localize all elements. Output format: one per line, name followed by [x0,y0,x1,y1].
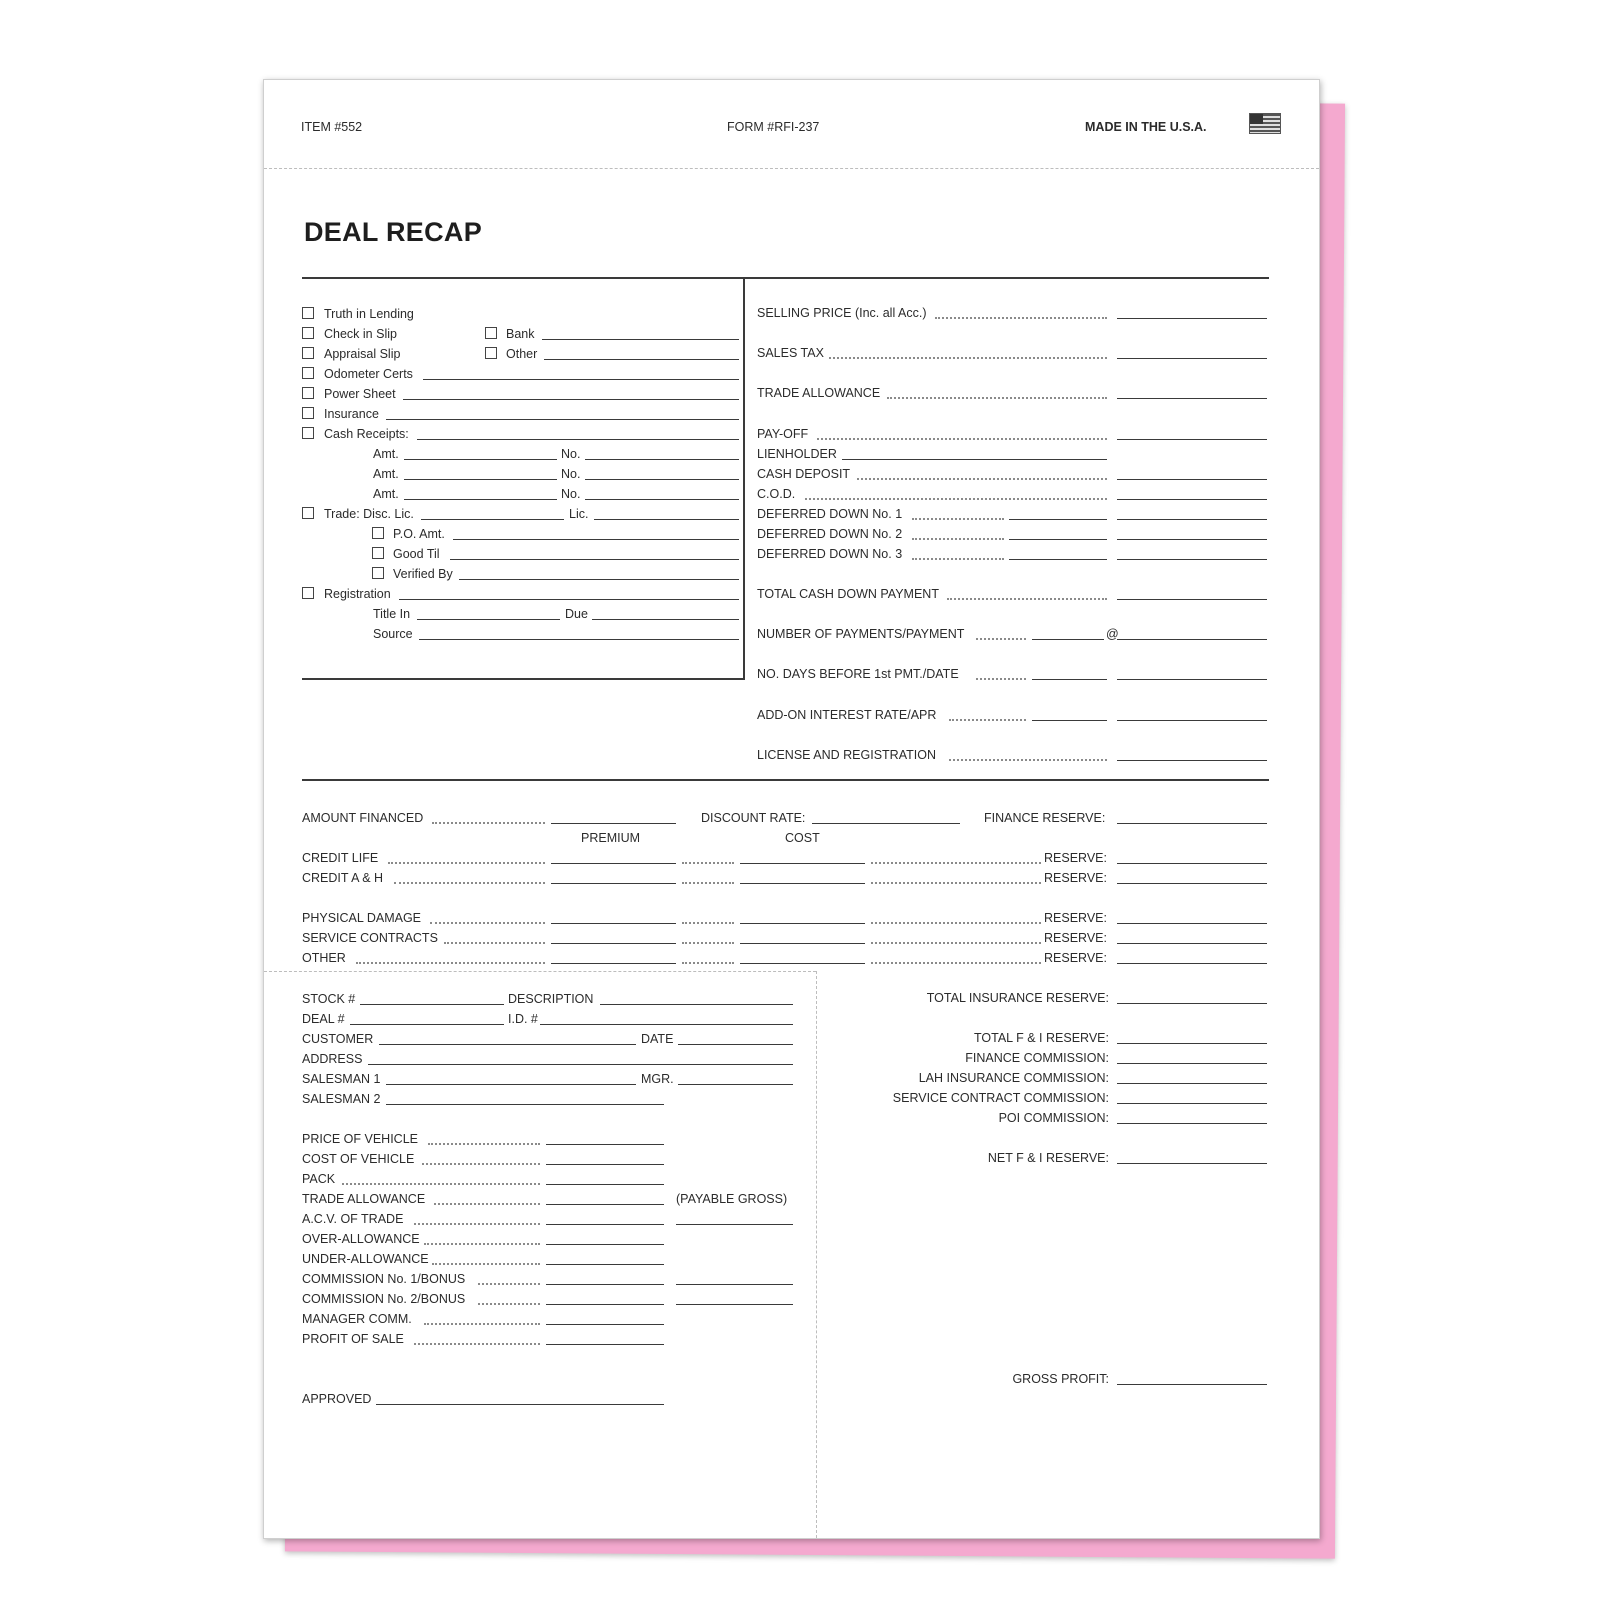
payable-gross-field[interactable] [676,1224,793,1225]
service-contract-commission-label: SERVICE CONTRACT COMMISSION: [892,1091,1109,1105]
deferred-down-2-label: DEFERRED DOWN No. 2 [757,527,903,541]
odometer-certs-field[interactable] [423,379,739,380]
sales-tax-label: SALES TAX [757,346,824,360]
service-contracts-reserve-field[interactable] [1117,943,1267,944]
deal-trade-allowance-field[interactable] [546,1204,664,1205]
verified-by-checkbox[interactable] [372,567,384,579]
date-label: DATE [641,1032,674,1046]
registration-checkbox[interactable] [302,587,314,599]
title-in-field[interactable] [417,619,560,620]
power-sheet-field[interactable] [403,399,739,400]
addon-rate-label: ADD-ON INTEREST RATE/APR [757,708,937,722]
insurance-label: Insurance [324,407,379,421]
leader-dots [912,538,1004,540]
us-flag-icon [1249,113,1281,134]
cost-of-vehicle-field[interactable] [546,1164,664,1165]
appraisal-slip-checkbox[interactable] [302,347,314,359]
cash-receipts-checkbox[interactable] [302,427,314,439]
addon-rate-field[interactable] [1032,720,1107,721]
leader-dots [478,1283,540,1285]
credit-ah-cost-field[interactable] [740,883,865,884]
deal-number-field[interactable] [350,1024,504,1025]
source-field[interactable] [419,639,739,640]
description-label: DESCRIPTION [508,992,594,1006]
lic-label: Lic. [569,507,589,521]
mgr-label: MGR. [641,1072,674,1086]
good-till-label: Good Til [393,547,440,561]
reserve-label: RESERVE: [1044,871,1107,885]
reserve-label: RESERVE: [1044,951,1107,965]
leader-dots [887,397,1107,399]
leader-dots [949,719,1026,721]
salesman-2-field[interactable] [386,1104,664,1105]
license-registration-field[interactable] [1117,760,1267,761]
other-field[interactable] [544,359,739,360]
leader-dots [356,962,545,964]
deferred-down-1-amount-field[interactable] [1117,519,1267,520]
made-in-usa: MADE IN THE U.S.A. [1085,120,1207,134]
top-rule [302,277,1269,279]
deal-recap-form [263,79,1320,1539]
physical-damage-cost-field[interactable] [740,923,865,924]
address-label: ADDRESS [302,1052,363,1066]
cash-deposit-label: CASH DEPOSIT [757,467,851,481]
title-in-label: Title In [373,607,411,621]
number-of-payments-label: NUMBER OF PAYMENTS/PAYMENT [757,627,965,641]
commission-2-label: COMMISSION No. 2/BONUS [302,1292,466,1306]
pack-label: PACK [302,1172,336,1186]
deferred-down-2-amount-field[interactable] [1117,539,1267,540]
checklist-bottom-rule [302,678,745,680]
customer-label: CUSTOMER [302,1032,374,1046]
amount-financed-label: AMOUNT FINANCED [302,811,424,825]
deal-trade-allowance-label: TRADE ALLOWANCE [302,1192,426,1206]
amount-financed-field[interactable] [551,823,676,824]
leader-dots [949,759,1107,761]
deal-number-label: DEAL # [302,1012,345,1026]
total-fi-reserve-label: TOTAL F & I RESERVE: [974,1031,1109,1045]
payment-amount-field[interactable] [1117,639,1267,640]
profit-of-sale-field[interactable] [546,1344,664,1345]
date-field[interactable] [678,1044,793,1045]
leader-dots [434,1203,540,1205]
selling-price-field[interactable] [1117,318,1267,319]
leader-dots [424,1323,540,1325]
leader-dots [829,357,1107,359]
leader-dots [912,518,1004,520]
other-label: Other [506,347,538,361]
other-label: OTHER [302,951,346,965]
commission-2-field[interactable] [546,1304,664,1305]
lienholder-field[interactable] [842,459,1107,460]
insurance-field[interactable] [386,419,739,420]
deferred-down-1-label: DEFERRED DOWN No. 1 [757,507,903,521]
leader-dots [817,438,1107,440]
sales-tax-field[interactable] [1117,358,1267,359]
leader-dots [682,862,734,864]
finance-commission-label: FINANCE COMMISSION: [965,1051,1109,1065]
leader-dots [857,478,1107,480]
leader-dots [424,1243,540,1245]
item-number: ITEM #552 [301,120,363,134]
profit-of-sale-label: PROFIT OF SALE [302,1332,404,1346]
acv-of-trade-field[interactable] [546,1224,664,1225]
source-label: Source [373,627,413,641]
appraisal-slip-label: Appraisal Slip [324,347,401,361]
cost-column-header: COST [785,831,820,845]
leader-dots [430,922,545,924]
odometer-certs-label: Odometer Certs [324,367,413,381]
leader-dots [444,942,545,944]
manager-comm-field[interactable] [546,1324,664,1325]
total-cash-down-field[interactable] [1117,599,1267,600]
po-amt-checkbox[interactable] [372,527,384,539]
cash-receipts-field[interactable] [417,439,739,440]
lic-field[interactable] [594,519,739,520]
amt-label: Amt. [373,487,399,501]
over-allowance-label: OVER-ALLOWANCE [302,1232,420,1246]
pack-field[interactable] [546,1184,664,1185]
customer-field[interactable] [379,1044,636,1045]
at-sign: @ [1106,627,1119,641]
manager-comm-label: MANAGER COMM. [302,1312,412,1326]
leader-dots [871,922,1041,924]
premium-column-header: PREMIUM [581,831,641,845]
other-cost-field[interactable] [740,963,865,964]
due-label: Due [565,607,588,621]
physical-damage-reserve-field[interactable] [1117,923,1267,924]
id-number-label: I.D. # [508,1012,538,1026]
stock-field[interactable] [360,1004,504,1005]
amt-label: Amt. [373,447,399,461]
other-checkbox[interactable] [485,347,497,359]
poi-commission-field[interactable] [1117,1123,1267,1124]
leader-dots [871,882,1041,884]
leader-dots [871,962,1041,964]
stock-label: STOCK # [302,992,356,1006]
total-insurance-reserve-field[interactable] [1117,1003,1267,1004]
deferred-down-3-label: DEFERRED DOWN No. 3 [757,547,903,561]
apr-field[interactable] [1117,720,1267,721]
credit-life-reserve-field[interactable] [1117,863,1267,864]
credit-ah-label: CREDIT A & H [302,871,384,885]
no-field[interactable] [585,479,739,480]
price-of-vehicle-label: PRICE OF VEHICLE [302,1132,418,1146]
credit-ah-reserve-field[interactable] [1117,883,1267,884]
leader-dots [388,862,545,864]
trade-allowance-field[interactable] [1117,398,1267,399]
bank-label: Bank [506,327,535,341]
over-allowance-field[interactable] [546,1244,664,1245]
bank-field[interactable] [542,339,739,340]
acv-of-trade-label: A.C.V. OF TRADE [302,1212,404,1226]
good-till-field[interactable] [450,559,739,560]
check-in-slip-label: Check in Slip [324,327,397,341]
leader-dots [422,1163,540,1165]
checklist-divider [743,277,745,680]
leader-dots [976,678,1026,680]
due-field[interactable] [592,619,739,620]
commission-1-label: COMMISSION No. 1/BONUS [302,1272,466,1286]
leader-dots [478,1303,540,1305]
page-title: DEAL RECAP [304,217,483,247]
poi-commission-label: POI COMMISSION: [998,1111,1109,1125]
leader-dots [682,922,734,924]
check-in-slip-checkbox[interactable] [302,327,314,339]
amt-field[interactable] [404,479,557,480]
total-fi-reserve-field[interactable] [1117,1043,1267,1044]
leader-dots [805,498,1107,500]
cod-label: C.O.D. [757,487,796,501]
finance-rule [302,779,1269,781]
credit-life-premium-field[interactable] [551,863,676,864]
reserve-label: RESERVE: [1044,911,1107,925]
po-amt-field[interactable] [453,539,739,540]
insurance-checkbox[interactable] [302,407,314,419]
truth-in-lending-checkbox[interactable] [302,307,314,319]
amt-field[interactable] [404,459,557,460]
good-till-checkbox[interactable] [372,547,384,559]
id-number-field[interactable] [540,1024,793,1025]
first-payment-date-field[interactable] [1117,679,1267,680]
power-sheet-label: Power Sheet [324,387,396,401]
deferred-down-2-date-field[interactable] [1009,539,1107,540]
amt-field[interactable] [404,499,557,500]
price-of-vehicle-field[interactable] [546,1144,664,1145]
under-allowance-field[interactable] [546,1264,664,1265]
bank-checkbox[interactable] [485,327,497,339]
leader-dots [432,822,545,824]
service-contracts-label: SERVICE CONTRACTS [302,931,438,945]
credit-life-label: CREDIT LIFE [302,851,379,865]
leader-dots [912,558,1004,560]
days-before-label: NO. DAYS BEFORE 1st PMT./DATE [757,667,959,681]
verified-by-label: Verified By [393,567,453,581]
perforation-top [264,168,1319,169]
reserve-label: RESERVE: [1044,851,1107,865]
leader-dots [976,638,1026,640]
cash-receipts-label: Cash Receipts: [324,427,409,441]
leader-dots [682,942,734,944]
under-allowance-label: UNDER-ALLOWANCE [302,1252,429,1266]
leader-dots [414,1343,540,1345]
license-registration-label: LICENSE AND REGISTRATION [757,748,936,762]
verified-by-field[interactable] [459,579,739,580]
other-premium-field[interactable] [551,963,676,964]
leader-dots [682,962,734,964]
no-label: No. [561,487,581,501]
leader-dots [414,1223,540,1225]
net-fi-reserve-field[interactable] [1117,1163,1267,1164]
power-sheet-checkbox[interactable] [302,387,314,399]
cash-deposit-field[interactable] [1117,479,1267,480]
leader-dots [428,1143,540,1145]
credit-ah-premium-field[interactable] [551,883,676,884]
selling-price-label: SELLING PRICE (Inc. all Acc.) [757,306,927,320]
lah-insurance-commission-label: LAH INSURANCE COMMISSION: [918,1071,1109,1085]
gross-profit-field[interactable] [1117,1384,1267,1385]
leader-dots [432,1263,540,1265]
reserve-label: RESERVE: [1044,931,1107,945]
lienholder-label: LIENHOLDER [757,447,837,461]
pay-off-label: PAY-OFF [757,427,809,441]
form-number: FORM #RFI-237 [727,120,820,134]
leader-dots [342,1183,540,1185]
trade-disc-lic-field[interactable] [421,519,564,520]
gross-profit-label: GROSS PROFIT: [1012,1372,1109,1386]
mgr-field[interactable] [678,1084,793,1085]
commission-1-gross-field[interactable] [676,1284,793,1285]
pay-off-field[interactable] [1117,439,1267,440]
leader-dots [682,882,734,884]
finance-commission-field[interactable] [1117,1063,1267,1064]
finance-reserve-label: FINANCE RESERVE: [984,811,1106,825]
discount-rate-label: DISCOUNT RATE: [701,811,806,825]
deferred-down-3-date-field[interactable] [1009,559,1107,560]
salesman-1-label: SALESMAN 1 [302,1072,381,1086]
commission-1-field[interactable] [546,1284,664,1285]
days-before-field[interactable] [1032,679,1107,680]
registration-field[interactable] [399,599,739,600]
other-reserve-field[interactable] [1117,963,1267,964]
no-label: No. [561,447,581,461]
number-of-payments-field[interactable] [1032,639,1104,640]
truth-in-lending-label: Truth in Lending [324,307,414,321]
amt-label: Amt. [373,467,399,481]
total-cash-down-label: TOTAL CASH DOWN PAYMENT [757,587,939,601]
payable-gross-label: (PAYABLE GROSS) [676,1192,788,1206]
cost-of-vehicle-label: COST OF VEHICLE [302,1152,415,1166]
deferred-down-1-date-field[interactable] [1009,519,1107,520]
service-contracts-premium-field[interactable] [551,943,676,944]
trade-checkbox[interactable] [302,507,314,519]
approved-field[interactable] [376,1404,664,1405]
trade-disc-lic-label: Trade: Disc. Lic. [324,507,414,521]
perforation-horizontal [264,971,816,972]
no-field[interactable] [585,499,739,500]
leader-dots [935,317,1107,319]
commission-2-gross-field[interactable] [676,1304,793,1305]
total-insurance-reserve-label: TOTAL INSURANCE RESERVE: [926,991,1109,1005]
trade-allowance-label: TRADE ALLOWANCE [757,386,881,400]
address-field[interactable] [368,1064,793,1065]
physical-damage-label: PHYSICAL DAMAGE [302,911,422,925]
salesman-2-label: SALESMAN 2 [302,1092,381,1106]
description-field[interactable] [600,1004,793,1005]
cod-field[interactable] [1117,499,1267,500]
credit-life-cost-field[interactable] [740,863,865,864]
lah-insurance-commission-field[interactable] [1117,1083,1267,1084]
perforation-vertical [816,971,817,1538]
service-contract-commission-field[interactable] [1117,1103,1267,1104]
deferred-down-3-amount-field[interactable] [1117,559,1267,560]
leader-dots [871,862,1041,864]
leader-dots [394,882,545,884]
no-field[interactable] [585,459,739,460]
odometer-certs-checkbox[interactable] [302,367,314,379]
po-amt-label: P.O. Amt. [393,527,445,541]
finance-reserve-field[interactable] [1117,823,1267,824]
net-fi-reserve-label: NET F & I RESERVE: [987,1151,1109,1165]
discount-rate-field[interactable] [812,823,960,824]
service-contracts-cost-field[interactable] [740,943,865,944]
leader-dots [947,598,1107,600]
approved-label: APPROVED [302,1392,372,1406]
leader-dots [871,942,1041,944]
registration-label: Registration [324,587,391,601]
no-label: No. [561,467,581,481]
physical-damage-premium-field[interactable] [551,923,676,924]
salesman-1-field[interactable] [386,1084,636,1085]
